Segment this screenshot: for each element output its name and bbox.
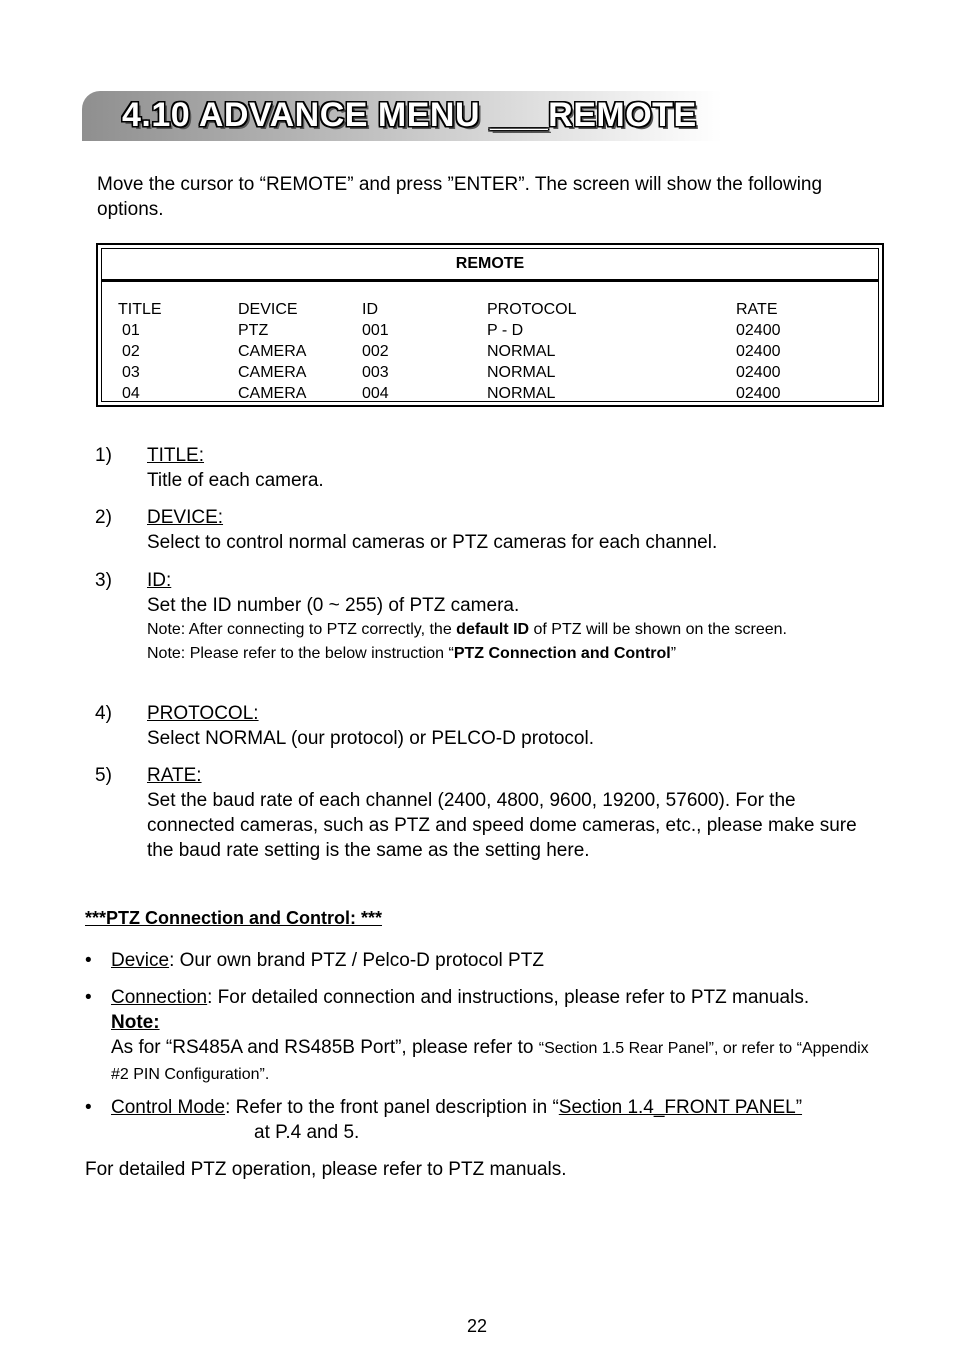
- id-note-reference: Note: Please refer to the below instruction “PTZ Connection and Control”: [147, 645, 677, 662]
- control-mode-label: Control Mode: [111, 1097, 226, 1118]
- cell-device: CAMERA: [238, 343, 307, 360]
- item-label: DEVICE:: [147, 507, 224, 528]
- column-header-id: ID: [362, 301, 378, 318]
- note-label: Note:: [111, 1012, 160, 1033]
- item-number: 3): [95, 570, 112, 591]
- column-header-rate: RATE: [736, 301, 778, 318]
- item-number: 5): [95, 765, 112, 786]
- cell-rate: 02400: [736, 343, 781, 360]
- column-header-device: DEVICE: [238, 301, 298, 318]
- remote-menu-screen: [96, 243, 884, 407]
- cell-protocol: P - D: [487, 322, 524, 339]
- cell-title: 02: [122, 343, 140, 360]
- control-mode-text: : Refer to the front panel description in “: [225, 1097, 559, 1118]
- cell-title: 01: [122, 322, 140, 339]
- connection-label: Connection: [111, 987, 208, 1008]
- item-description: Set the ID number (0 ~ 255) of PTZ camera.: [147, 595, 520, 616]
- connection-text: : For detailed connection and instructions, please refer to PTZ manuals.: [207, 987, 810, 1008]
- item-description: Set the baud rate of each channel (2400, 4800, 9600, 19200, 57600). For the connected cameras, such as PTZ and speed dome cameras, etc., please make sure the baud rate setting is the same as the setting here.: [147, 790, 857, 861]
- item-label: RATE:: [147, 765, 202, 786]
- cell-device: PTZ: [238, 322, 269, 339]
- cell-protocol: NORMAL: [487, 364, 556, 381]
- page-title: 4.10 ADVANCE MENU ___REMOTE: [122, 96, 697, 134]
- cell-id: 001: [362, 322, 389, 339]
- intro-paragraph: Move the cursor to “REMOTE” and press ”ENTER”. The screen will show the following options.: [97, 174, 823, 220]
- bullet-marker: •: [85, 987, 92, 1008]
- cell-protocol: NORMAL: [487, 385, 556, 402]
- cell-id: 004: [362, 385, 389, 402]
- cell-protocol: NORMAL: [487, 343, 556, 360]
- cell-rate: 02400: [736, 385, 781, 402]
- item-label: PROTOCOL:: [147, 703, 259, 724]
- item-description: Select to control normal cameras or PTZ cameras for each channel.: [147, 532, 718, 553]
- closing-paragraph: For detailed PTZ operation, please refer to PTZ manuals.: [85, 1159, 567, 1180]
- item-label: TITLE:: [147, 445, 205, 466]
- ptz-section-heading: ***PTZ Connection and Control: ***: [85, 908, 382, 928]
- item-description: Title of each camera.: [147, 470, 324, 491]
- device-label: Device: [111, 950, 170, 971]
- item-number: 4): [95, 703, 112, 724]
- bullet-marker: •: [85, 1097, 92, 1118]
- device-text: : Our own brand PTZ / Pelco-D protocol PTZ: [169, 950, 544, 971]
- front-panel-reference: Section 1.4_FRONT PANEL”: [558, 1097, 803, 1118]
- item-number: 1): [95, 445, 112, 466]
- cell-device: CAMERA: [238, 385, 307, 402]
- item-label: ID:: [147, 570, 172, 591]
- column-header-title: TITLE: [118, 301, 162, 318]
- item-number: 2): [95, 507, 112, 528]
- note-text: As for “RS485A and RS485B Port”, please refer to “Section 1.5 Rear Panel”, or refer to “Appendix #2 PIN Configuration”.: [111, 1037, 869, 1083]
- remote-menu-header: REMOTE: [102, 249, 878, 282]
- bullet-marker: •: [85, 950, 92, 971]
- remote-menu-inner-frame: [101, 248, 879, 402]
- column-header-protocol: PROTOCOL: [487, 301, 577, 318]
- item-description: Select NORMAL (our protocol) or PELCO-D protocol.: [147, 728, 595, 749]
- id-note-default: Note: After connecting to PTZ correctly, the default ID of PTZ will be shown on the screen.: [147, 621, 787, 638]
- cell-id: 003: [362, 364, 389, 381]
- cell-rate: 02400: [736, 364, 781, 381]
- cell-title: 04: [122, 385, 140, 402]
- page-number: 22: [466, 1316, 488, 1336]
- cell-rate: 02400: [736, 322, 781, 339]
- cell-id: 002: [362, 343, 389, 360]
- cell-device: CAMERA: [238, 364, 307, 381]
- control-mode-page-ref: at P.4 and 5.: [254, 1122, 360, 1143]
- cell-title: 03: [122, 364, 140, 381]
